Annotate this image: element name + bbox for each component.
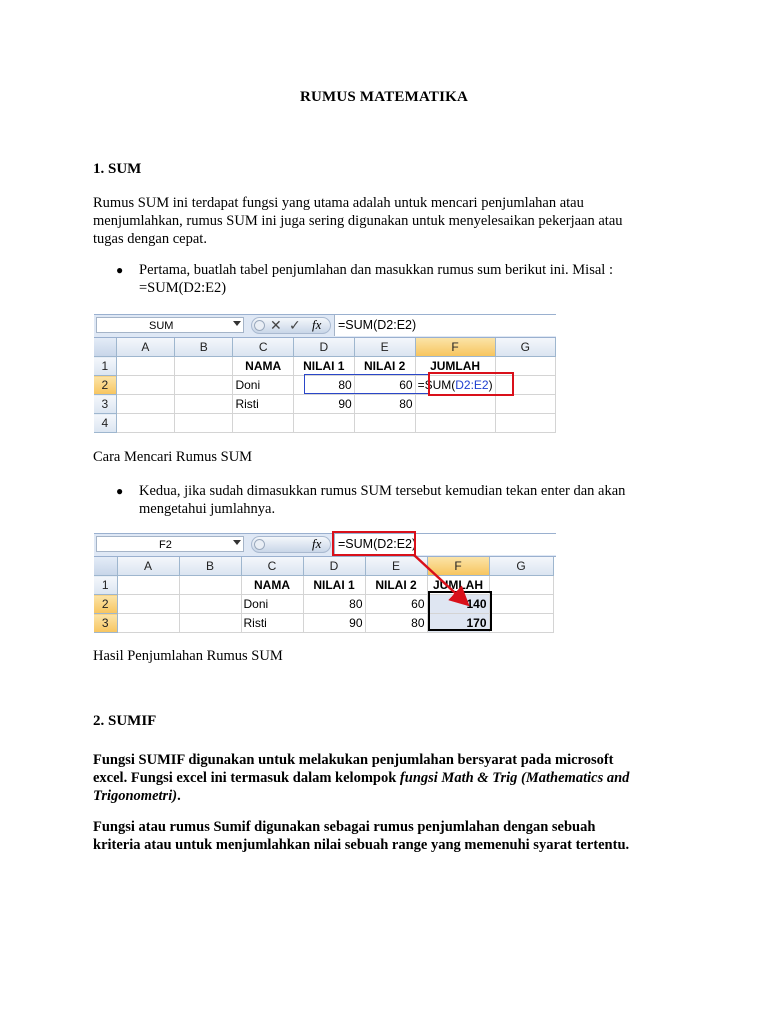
text-line: Pertama, buatlah tabel penjumlahan dan masukkan rumus sum berikut ini. Misal : bbox=[139, 262, 613, 278]
cell[interactable] bbox=[415, 414, 495, 433]
cell[interactable]: Doni bbox=[241, 595, 303, 614]
text-run: Trigonometri) bbox=[93, 788, 178, 804]
row-header[interactable]: 1 bbox=[94, 576, 117, 595]
row-header[interactable]: 3 bbox=[94, 614, 117, 633]
cell[interactable]: NILAI 2 bbox=[354, 357, 415, 376]
formula-input[interactable]: =SUM(D2:E2) bbox=[334, 315, 556, 336]
column-header[interactable]: B bbox=[179, 557, 241, 576]
cancel-icon[interactable]: ✕ bbox=[270, 317, 282, 333]
cell[interactable]: Risti bbox=[233, 395, 293, 414]
column-header[interactable]: C bbox=[233, 338, 293, 357]
range-selection-outline bbox=[304, 374, 430, 394]
column-header[interactable]: E bbox=[354, 338, 415, 357]
bullet-icon: ● bbox=[116, 263, 124, 277]
cell[interactable] bbox=[233, 414, 293, 433]
text-line: Fungsi atau rumus Sumif digunakan sebagai rumus penjumlahan dengan sebuah bbox=[93, 819, 596, 835]
text-run: . bbox=[177, 788, 181, 804]
cell[interactable]: NILAI 1 bbox=[293, 357, 354, 376]
cell[interactable] bbox=[495, 414, 555, 433]
column-header[interactable]: G bbox=[495, 338, 555, 357]
column-header[interactable]: G bbox=[489, 557, 553, 576]
name-box[interactable]: SUM bbox=[96, 317, 244, 333]
text-line bbox=[93, 787, 629, 805]
column-header[interactable]: F bbox=[415, 338, 495, 357]
cell[interactable] bbox=[415, 395, 495, 414]
fx-icon[interactable]: fx bbox=[312, 536, 322, 551]
select-all-corner[interactable] bbox=[94, 338, 116, 357]
text-line: Kedua, jika sudah dimasukkan rumus SUM tersebut kemudian tekan enter dan akan bbox=[139, 483, 626, 499]
text-line: mengetahui jumlahnya. bbox=[139, 501, 276, 517]
text-line: Rumus SUM ini terdapat fungsi yang utama adalah untuk mencari penjumlahan atau bbox=[93, 195, 584, 211]
excel-screenshot-result bbox=[94, 533, 556, 633]
cell[interactable]: 80 bbox=[293, 376, 354, 395]
cell[interactable] bbox=[495, 395, 555, 414]
row-header[interactable]: 1 bbox=[94, 357, 116, 376]
caption-2: Hasil Penjumlahan Rumus SUM bbox=[93, 648, 283, 664]
cell[interactable] bbox=[116, 414, 174, 433]
formula-text: =SUM( bbox=[417, 378, 456, 392]
cell[interactable] bbox=[175, 414, 233, 433]
formula-text: ) bbox=[488, 378, 493, 392]
row-header[interactable]: 4 bbox=[94, 414, 116, 433]
text-line: =SUM(D2:E2) bbox=[139, 280, 227, 296]
column-header[interactable]: D bbox=[303, 557, 365, 576]
text-run: excel. Fungsi excel ini termasuk dalam kelompok bbox=[93, 770, 400, 786]
cell[interactable]: 80 bbox=[365, 614, 427, 633]
cell[interactable]: Doni bbox=[233, 376, 293, 395]
cell[interactable]: 80 bbox=[354, 395, 415, 414]
grip-icon bbox=[254, 320, 265, 331]
bullet-item-2 bbox=[139, 482, 625, 518]
result-cell[interactable]: 170 bbox=[427, 614, 489, 633]
cell[interactable]: 60 bbox=[354, 376, 415, 395]
arrow-icon bbox=[94, 533, 556, 633]
cell[interactable]: NAMA bbox=[233, 357, 293, 376]
text-run: fungsi Math & Trig (Mathematics and bbox=[399, 770, 630, 786]
cell[interactable]: JUMLAH bbox=[415, 357, 495, 376]
fx-icon[interactable]: fx bbox=[312, 317, 322, 332]
cell[interactable] bbox=[175, 357, 233, 376]
text-line bbox=[93, 769, 629, 787]
row-header[interactable]: 3 bbox=[94, 395, 116, 414]
cell[interactable]: 90 bbox=[293, 395, 354, 414]
excel-screenshot-formula bbox=[94, 314, 556, 433]
cell[interactable]: 60 bbox=[365, 595, 427, 614]
column-header[interactable]: D bbox=[293, 338, 354, 357]
cell[interactable] bbox=[116, 376, 174, 395]
check-icon[interactable]: ✓ bbox=[289, 317, 301, 333]
cell[interactable]: 90 bbox=[303, 614, 365, 633]
formula-range-ref: D2:E2 bbox=[455, 378, 489, 392]
column-header[interactable]: C bbox=[241, 557, 303, 576]
highlight-box bbox=[428, 372, 514, 396]
cell[interactable]: NILAI 2 bbox=[365, 576, 427, 595]
text-line: menjumlahkan, rumus SUM ini juga sering digunakan untuk menyelesaikan pekerjaan atau bbox=[93, 213, 623, 229]
cell[interactable] bbox=[175, 395, 233, 414]
section-heading-sum: 1. SUM bbox=[93, 161, 142, 177]
bullet-icon: ● bbox=[116, 484, 124, 498]
caption-1: Cara Mencari Rumus SUM bbox=[93, 449, 253, 465]
column-header[interactable]: A bbox=[116, 338, 174, 357]
text-line: tugas dengan cepat. bbox=[93, 231, 207, 247]
cell[interactable]: Risti bbox=[241, 614, 303, 633]
formula-bar bbox=[94, 314, 556, 338]
column-header[interactable]: E bbox=[365, 557, 427, 576]
bullet-item-1 bbox=[139, 261, 613, 297]
result-cell[interactable]: 140 bbox=[427, 595, 489, 614]
sum-paragraph bbox=[93, 194, 623, 248]
cell[interactable]: NAMA bbox=[241, 576, 303, 595]
text-line: Fungsi SUMIF digunakan untuk melakukan penjumlahan bersyarat pada microsoft bbox=[93, 752, 614, 768]
row-header[interactable]: 2 bbox=[94, 376, 116, 395]
cell[interactable] bbox=[293, 414, 354, 433]
column-header[interactable]: A bbox=[117, 557, 179, 576]
text-line: kriteria atau untuk menjumlahkan nilai sebuah range yang memenuhi syarat tertentu. bbox=[93, 837, 630, 853]
chevron-down-icon[interactable] bbox=[233, 321, 241, 326]
section-heading-sumif: 2. SUMIF bbox=[93, 713, 157, 729]
cell[interactable]: NILAI 1 bbox=[303, 576, 365, 595]
row-header[interactable]: 2 bbox=[94, 595, 117, 614]
name-box[interactable]: F2 bbox=[96, 536, 244, 552]
cell[interactable] bbox=[175, 376, 233, 395]
cell[interactable] bbox=[354, 414, 415, 433]
cell[interactable]: JUMLAH bbox=[427, 576, 489, 595]
sumif-paragraph-1 bbox=[93, 751, 629, 805]
cell[interactable] bbox=[116, 395, 174, 414]
cell[interactable] bbox=[116, 357, 174, 376]
sumif-paragraph-2 bbox=[93, 818, 629, 854]
page-title: RUMUS MATEMATIKA bbox=[299, 89, 469, 105]
column-header[interactable]: B bbox=[175, 338, 233, 357]
cell[interactable]: 80 bbox=[303, 595, 365, 614]
formula-input[interactable]: =SUM(D2:E2) bbox=[334, 534, 556, 555]
column-header[interactable]: F bbox=[427, 557, 489, 576]
